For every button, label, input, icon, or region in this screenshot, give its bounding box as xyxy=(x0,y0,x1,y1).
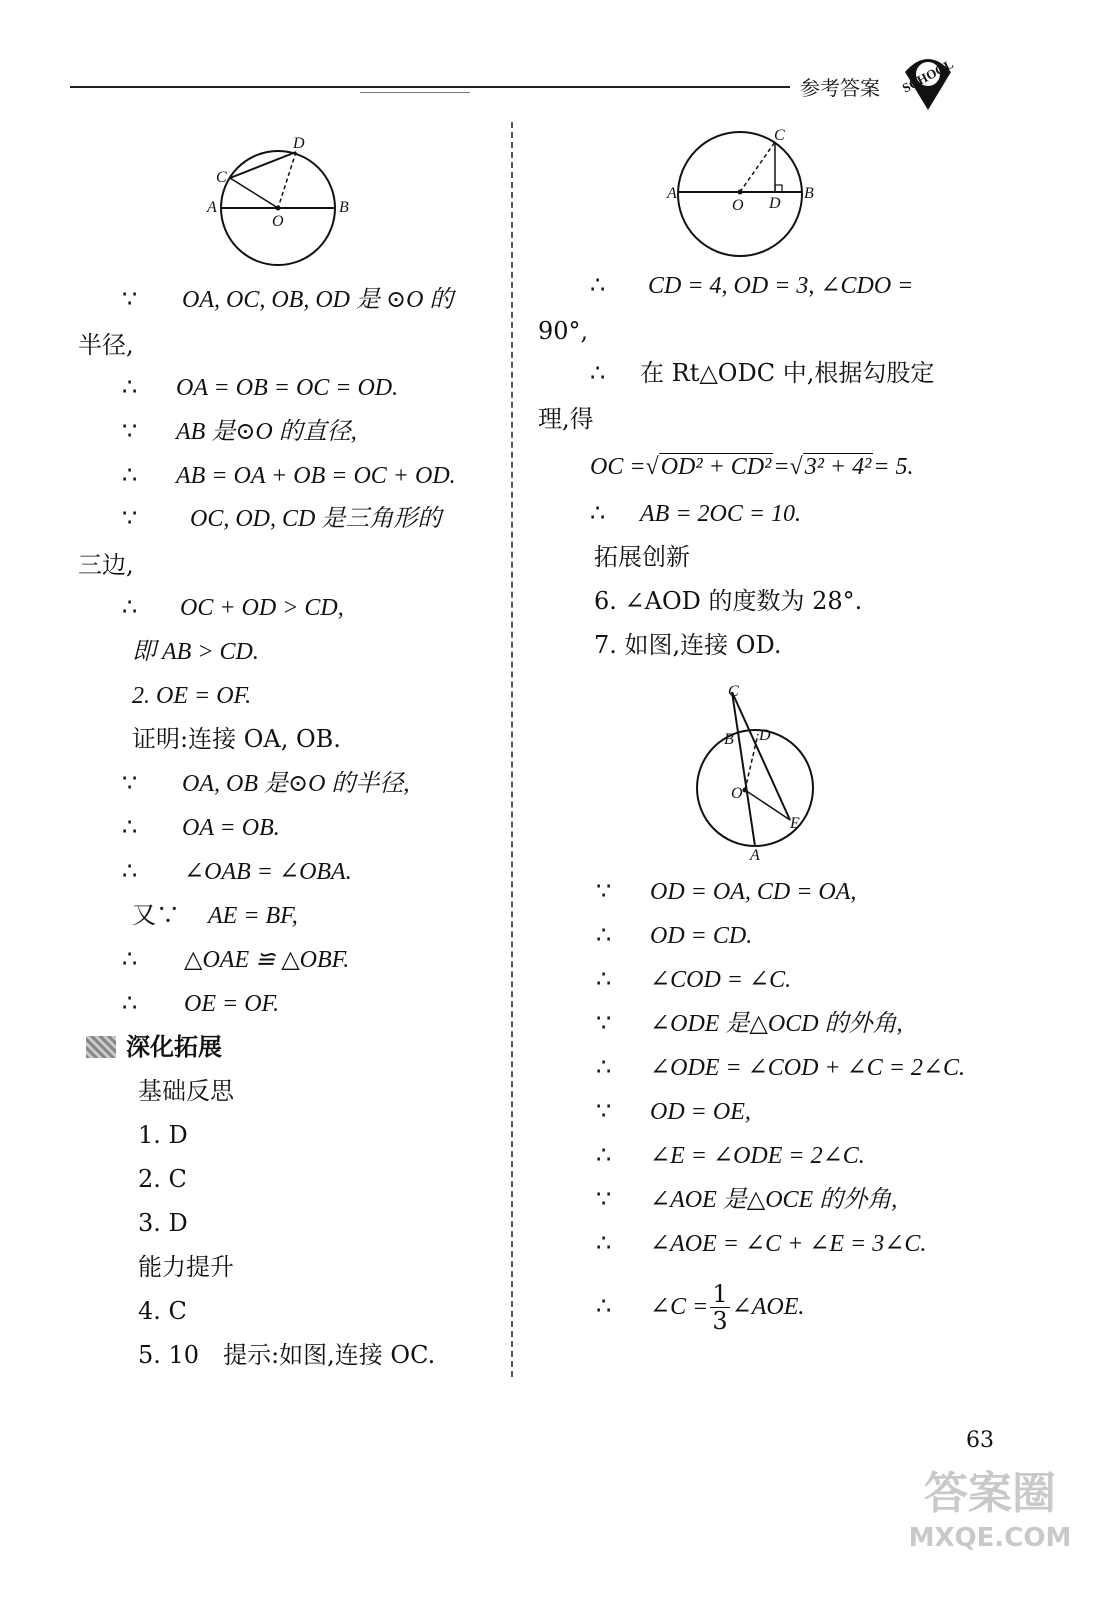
svg-text:E: E xyxy=(790,815,800,832)
logo-text: SCHOOL xyxy=(899,56,956,96)
right-line-6: ∴ AB = 2OC = 10. xyxy=(590,499,802,527)
section-title: 深化拓展 xyxy=(86,1032,222,1062)
answer-7: 7. 如图,连接 OD. xyxy=(594,631,782,659)
answer-6: 6. ∠AOD 的度数为 28°. xyxy=(594,587,863,615)
column-divider xyxy=(511,122,513,1377)
svg-text:D: D xyxy=(769,195,781,212)
left-line-16: ∴ △OAE ≌ △OBF. xyxy=(122,945,350,973)
svg-text:D: D xyxy=(759,727,771,744)
left-line-12: ∵ OA, OB 是⊙O 的半径, xyxy=(122,769,410,797)
header-rule xyxy=(70,86,790,88)
right-line-4: 理,得 xyxy=(538,405,594,433)
svg-text:A: A xyxy=(667,185,677,202)
left-line-3: ∴ OA = OB = OC = OD. xyxy=(122,373,399,401)
left-line-1: ∵ OA, OC, OB, OD 是 ⊙O 的 xyxy=(122,285,454,313)
proof-line-5: ∴ ∠ODE = ∠COD + ∠C = 2∠C. xyxy=(596,1053,966,1081)
proof-line-final: ∴ ∠C = $\frac{1}{3}$ ∠AOE. xyxy=(596,1280,805,1335)
left-line-13: ∴ OA = OB. xyxy=(122,813,280,841)
svg-text:B: B xyxy=(339,199,349,216)
answer-3: 3. D xyxy=(138,1209,188,1237)
pythagoras-formula: OC =√OD² + CD²=√3² + 4²= 5. xyxy=(590,454,914,480)
left-line-17: ∴ OE = OF. xyxy=(122,989,280,1017)
subheading-ability: 能力提升 xyxy=(138,1253,234,1281)
proof-line-2: ∴ OD = CD. xyxy=(596,921,753,949)
figure-circle-3 xyxy=(680,678,830,867)
left-line-7: 三边, xyxy=(78,551,134,579)
school-logo xyxy=(893,50,963,116)
watermark-line-1: 答案圈 xyxy=(924,1468,1056,1519)
proof-line-8: ∵ ∠AOE 是△OCE 的外角, xyxy=(596,1185,898,1213)
subheading-basic: 基础反思 xyxy=(138,1077,234,1105)
svg-text:O: O xyxy=(731,785,743,802)
right-line-2: 90°, xyxy=(538,317,589,345)
proof-line-1: ∵ OD = OA, CD = OA, xyxy=(596,877,857,905)
answer-5: 5. 10 提示:如图,连接 OC. xyxy=(138,1341,436,1369)
svg-text:O: O xyxy=(732,197,744,214)
left-line-6: ∵ OC, OD, CD 是三角形的 xyxy=(122,504,442,532)
answer-2: 2. C xyxy=(138,1165,187,1193)
header-rule-accent xyxy=(360,92,470,93)
proof-line-4: ∵ ∠ODE 是△OCD 的外角, xyxy=(596,1009,903,1037)
svg-text:D: D xyxy=(293,135,305,152)
answer-4: 4. C xyxy=(138,1297,187,1325)
svg-text:C: C xyxy=(774,127,785,144)
proof-line-3: ∴ ∠COD = ∠C. xyxy=(596,965,792,993)
header-title: 参考答案 xyxy=(800,76,880,100)
left-line-11: 证明:连接 OA, OB. xyxy=(132,725,341,753)
page-number: 63 xyxy=(966,1428,994,1453)
svg-text:C: C xyxy=(216,169,227,186)
right-line-3: ∴ 在 Rt△ODC 中,根据勾股定 xyxy=(590,359,935,387)
figure-circle-1 xyxy=(200,130,360,274)
svg-text:A: A xyxy=(750,847,760,863)
fraction: $\frac{1}{3}$ xyxy=(712,1280,728,1335)
svg-text:B: B xyxy=(724,731,734,748)
left-line-15: 又∵ AE = BF, xyxy=(132,901,298,929)
svg-text:A: A xyxy=(207,199,217,216)
left-line-4: ∵ AB 是⊙O 的直径, xyxy=(122,417,357,445)
left-line-2: 半径, xyxy=(78,331,134,359)
svg-text:C: C xyxy=(728,683,739,700)
left-line-8: ∴ OC + OD > CD, xyxy=(122,593,344,621)
left-line-14: ∴ ∠OAB = ∠OBA. xyxy=(122,857,352,885)
left-line-10: 2. OE = OF. xyxy=(132,683,252,709)
proof-line-9: ∴ ∠AOE = ∠C + ∠E = 3∠C. xyxy=(596,1229,927,1257)
left-line-9: 即 AB > CD. xyxy=(132,639,259,665)
watermark-line-2: MXQE.COM xyxy=(908,1523,1072,1553)
figure-circle-2 xyxy=(662,124,822,268)
proof-line-7: ∴ ∠E = ∠ODE = 2∠C. xyxy=(596,1141,865,1169)
subheading-extension: 拓展创新 xyxy=(594,543,690,571)
section-marker-icon xyxy=(86,1036,116,1058)
svg-text:B: B xyxy=(804,185,814,202)
proof-line-6: ∵ OD = OE, xyxy=(596,1097,751,1125)
left-line-5: ∴ AB = OA + OB = OC + OD. xyxy=(122,461,456,489)
svg-text:O: O xyxy=(272,213,284,230)
answer-1: 1. D xyxy=(138,1121,188,1149)
watermark xyxy=(900,1466,1080,1554)
right-line-1: ∴ CD = 4, OD = 3, ∠CDO = xyxy=(590,271,914,299)
